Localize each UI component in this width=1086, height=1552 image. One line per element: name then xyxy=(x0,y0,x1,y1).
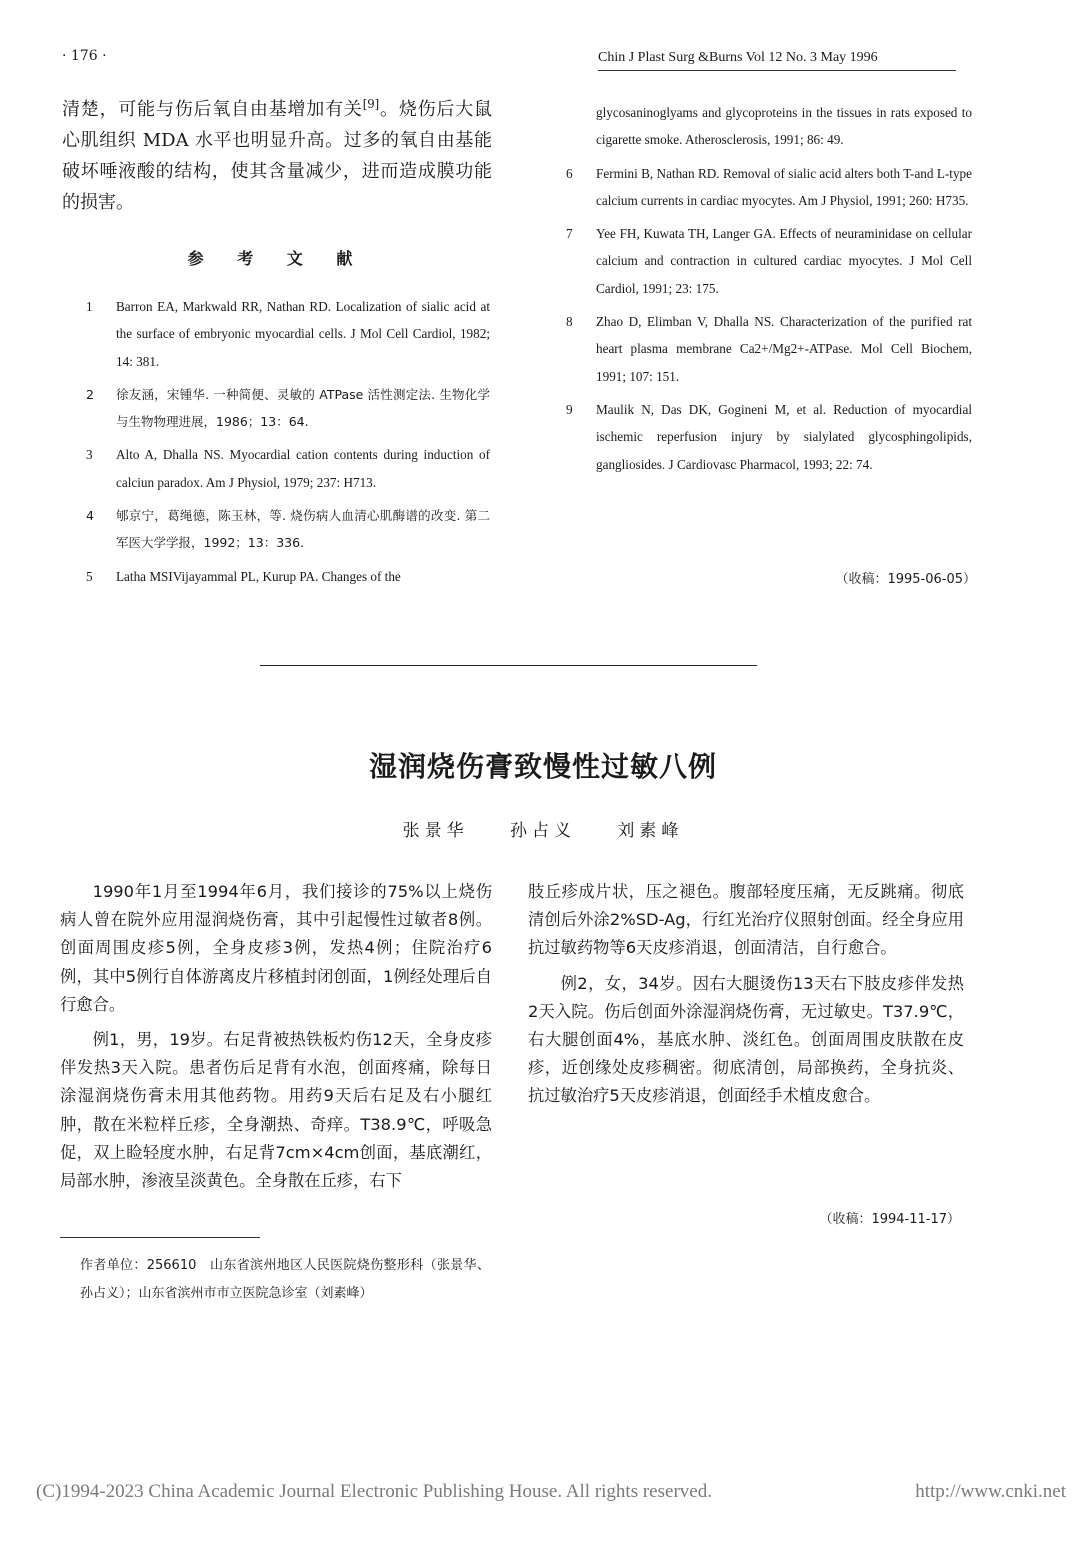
cnki-link[interactable]: http://www.cnki.net xyxy=(915,1481,1066,1502)
article-body-right xyxy=(528,878,964,1118)
received-date-article: （收稿：1994-11-17） xyxy=(819,1212,960,1227)
copyright-text: (C)1994-2023 China Academic Journal Electronic Publishing House. All rights reserved. xyxy=(36,1481,712,1502)
article-body-left xyxy=(60,878,492,1202)
received-date-references: （收稿：1995-06-05） xyxy=(835,572,976,587)
author-name: 刘素峰 xyxy=(617,821,684,841)
article-title: 湿润烧伤膏致慢性过敏八例 xyxy=(368,750,717,783)
reference-item: 7 Yee FH, Kuwata TH, Langer GA. Effects of neuraminidase on cellular calcium and contraction in cultured cardiac myocytes. J Mol Cell Cardiol, 1991; 23: 175. xyxy=(566,226,972,296)
page-number: · 176 · xyxy=(62,48,107,64)
references-heading: 参 考 文 献 xyxy=(187,249,367,268)
author-name: 孙占义 xyxy=(510,821,576,841)
continuation-paragraph: 清楚，可能与伤后氧自由基增加有关[9]。烧伤后大鼠心肌组织 MDA 水平也明显升高。过多的氧自由基能破坏唾液酸的结构，使其含量减少，进而造成膜功能的损害。 xyxy=(62,97,493,213)
footnote-rule xyxy=(60,1237,260,1238)
reference-item: 1 Barron EA, Markwald RR, Nathan RD. Localization of sialic acid at the surface of embryonic myocardial cells. J Mol Cell Cardiol, 1982; 14: 381. xyxy=(86,299,490,369)
citation-mark: [9] xyxy=(362,97,380,111)
reference-item: 4 郇京宁，葛绳德，陈玉林，等. 烧伤病人血清心肌酶谱的改变. 第二军医大学学报，1992；13：336. xyxy=(86,508,490,551)
body-paragraph: 例1，男，19岁。右足背被热铁板灼伤12天，全身皮疹伴发热3天入院。患者伤后足背有水泡，创面疼痛，除每日涂湿润烧伤膏未用其他药物。用药9天后右足及右小腿红肿，散在米粒样丘疹，全身潮热、奇痒。T38.9℃，呼吸急促，双上睑轻度水肿，右足背7cm×4cm创面，基底潮红，局部水肿，渗液呈淡黄色。全身散在丘疹，右下 xyxy=(60,1030,492,1191)
reference-item: 9 Maulik N, Das DK, Gogineni M, et al. Reduction of myocardial ischemic reperfusion injury by sialylated glycosphingolipids, gangliosides. J Cardiovasc Pharmacol, 1993; 22: 74. xyxy=(566,401,972,472)
body-paragraph: 1990年1月至1994年6月，我们接诊的75%以上烧伤病人曾在院外应用湿润烧伤膏，其中引起慢性过敏者8例。创面周围皮疹5例，全身皮疹3例，发热4例；住院治疗6例，其中5例行自体游离皮片移植封闭创面，1例经处理后自行愈合。 xyxy=(60,882,492,1014)
reference-item: 3 Alto A, Dhalla NS. Myocardial cation contents during induction of calciun paradox. Am J Physiol, 1979; 237: H713. xyxy=(86,447,490,490)
author-list xyxy=(0,816,1086,841)
reference-list-left xyxy=(86,293,490,596)
journal-running-head: Chin J Plast Surg &Burns Vol 12 No. 3 May 1996 xyxy=(598,50,956,71)
copyright-watermark xyxy=(36,1481,1066,1503)
previous-article-continuation xyxy=(62,94,492,218)
reference-item: 6 Fermini B, Nathan RD. Removal of sialic acid alters both T-and L-type calcium currents in cardiac myocytes. Am J Physiol, 1991; 260: H735. xyxy=(566,165,972,208)
reference-item: 5 Latha MSIVijayammal PL, Kurup PA. Changes of the xyxy=(86,568,401,584)
author-affiliation-footnote: 作者单位：256610 山东省滨州地区人民医院烧伤整形科（张景华、孙占义）；山东省滨州市市立医院急诊室（刘素峰） xyxy=(80,1258,490,1301)
reference-item: glycosaninoglyams and glycoproteins in the tissues in rats exposed to cigarette smoke. Atherosclerosis, 1991; 86: 49. xyxy=(596,105,972,148)
section-divider xyxy=(260,665,757,666)
reference-item: 2 徐友涵，宋锺华. 一种简便、灵敏的 ATPase 活性测定法. 生物化学与生物物理进展，1986；13：64. xyxy=(86,386,490,430)
author-name: 张景华 xyxy=(402,821,469,841)
body-paragraph: 例2，女，34岁。因右大腿烫伤13天右下肢皮疹伴发热2天入院。伤后创面外涂湿润烧伤膏，无过敏史。T37.9℃，右大腿创面4%，基底水肿、淡红色。创面周围皮肤散在皮疹，近创缘处皮疹稠密。彻底清创，局部换药，全身抗炎、抗过敏治疗5天皮疹消退，创面经手术植皮愈合。 xyxy=(528,973,964,1106)
reference-list-right xyxy=(566,99,972,484)
reference-item: 8 Zhao D, Elimban V, Dhalla NS. Characterization of the purified rat heart plasma membrane Ca2+/Mg2+-ATPase. Mol Cell Biochem, 1991; 107: 151. xyxy=(566,314,972,384)
body-paragraph: 肢丘疹成片状，压之褪色。腹部轻度压痛，无反跳痛。彻底清创后外涂2%SD-Ag，行红光治疗仪照射创面。经全身应用抗过敏药物等6天皮疹消退，创面清洁，自行愈合。 xyxy=(528,882,964,958)
